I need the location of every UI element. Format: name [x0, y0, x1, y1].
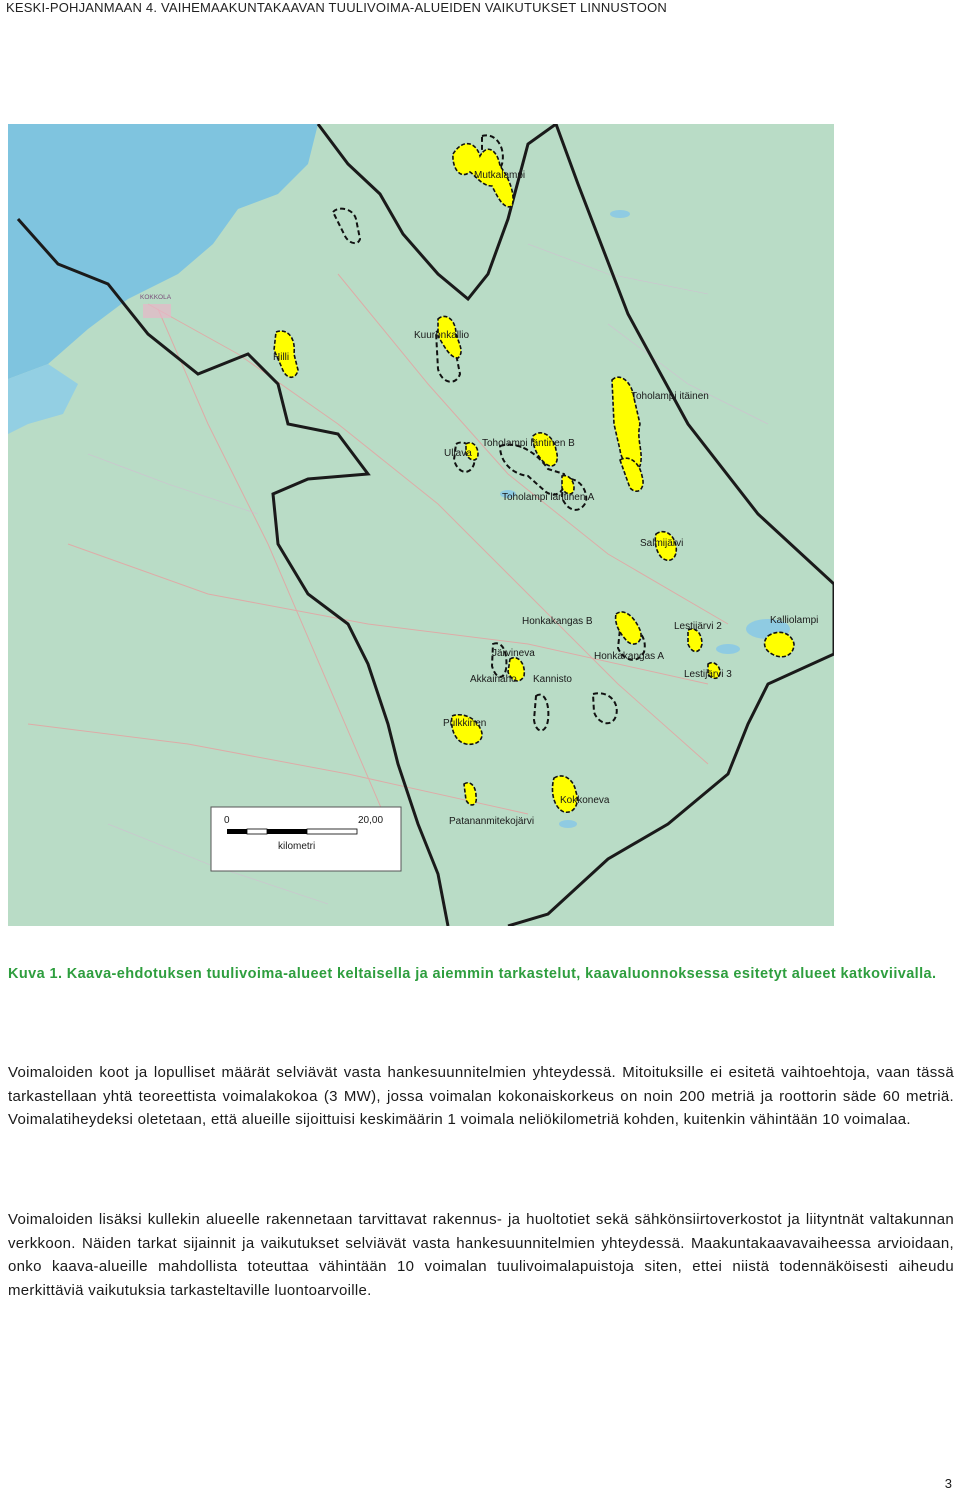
body-paragraph: Voimaloiden koot ja lopulliset määrät selviävät vasta hankesuunnitelmien yhteydessä. Mitoituksille ei esitetä vaihtoehtoja, vaan tässä tarkastellaan yhtä teoreettista voimalakokoa (3 MW), jossa voimalan kokonaiskorkeus on noin 200 metriä ja roottorin säde 60 metriä. Voimalatiheydeksi oletetaan, että alueille sijoittuisi keskimäärin 1 voimala neliökilometriä kohden, kuitenkin vähintään 10 voimalaa. [8, 1064, 954, 1129]
area-label: Lestijärvi 3 [684, 669, 732, 680]
town-marker [143, 304, 171, 318]
area-label: Kannisto [533, 674, 572, 685]
area-label: Kokkoneva [560, 795, 610, 806]
area-label: Hilli [273, 352, 290, 363]
area-label: Lestijärvi 2 [674, 621, 722, 632]
area-label: Toholampi läntinen A [502, 492, 595, 503]
area-label: Akkainaho [470, 674, 517, 685]
wind-area-map [8, 124, 834, 926]
area-label: Järvineva [492, 648, 535, 659]
area-label: Toholampi itäinen [631, 391, 709, 402]
area-label: Honkakangas B [522, 616, 593, 627]
scale-unit-label: kilometri [278, 841, 316, 852]
body-paragraph: Voimaloiden lisäksi kullekin alueelle rakennetaan tarvittavat rakennus- ja huoltotiet sekä sähkönsiirtoverkostot ja liityntnät valtakunnan verkkoon. Näiden tarkat sijainnit ja vaikutukset selviävät vasta hankesuunnitelmien yhteydessä. Maakuntakaavavaiheessa arvioidaan, onko kaava-alueille mahdollista toteuttaa vähintään 10 voimalan tuulivoimalapuistoja siten, ettei niistä todennäköisesti aiheudu merkittäviä vaikutuksia tarkasteltaville luontoarvoille. [8, 1211, 954, 1299]
scale-bar [211, 807, 401, 871]
figure-caption: Kuva 1. Kaava-ehdotuksen tuulivoima-alueet keltaisella ja aiemmin tarkastelut, kaavaluonnoksessa esitetyt alueet katkoviivalla. [8, 966, 937, 982]
area-label: Pulkkinen [443, 718, 487, 729]
area-label: Ullava [444, 448, 472, 459]
area-label: Toholampi läntinen B [482, 438, 575, 449]
scale-end-label: 20,00 [358, 815, 384, 826]
page-number: 3 [944, 1476, 952, 1491]
area-label: Honkakangas A [594, 651, 665, 662]
area-label: Salmijärvi [640, 538, 684, 549]
area-label: Kalliolampi [770, 615, 819, 626]
area-label: Mutkalampi [474, 170, 526, 181]
town-label: KOKKOLA [140, 294, 172, 301]
scale-start-label: 0 [224, 815, 230, 826]
area-label: Patananmitekojärvi [449, 816, 535, 827]
area-label: Kuuronkallio [414, 330, 470, 341]
running-header: KESKI-POHJANMAAN 4. VAIHEMAAKUNTAKAAVAN TUULIVOIMA-ALUEIDEN VAIKUTUKSET LINNUSTOON [6, 0, 667, 15]
